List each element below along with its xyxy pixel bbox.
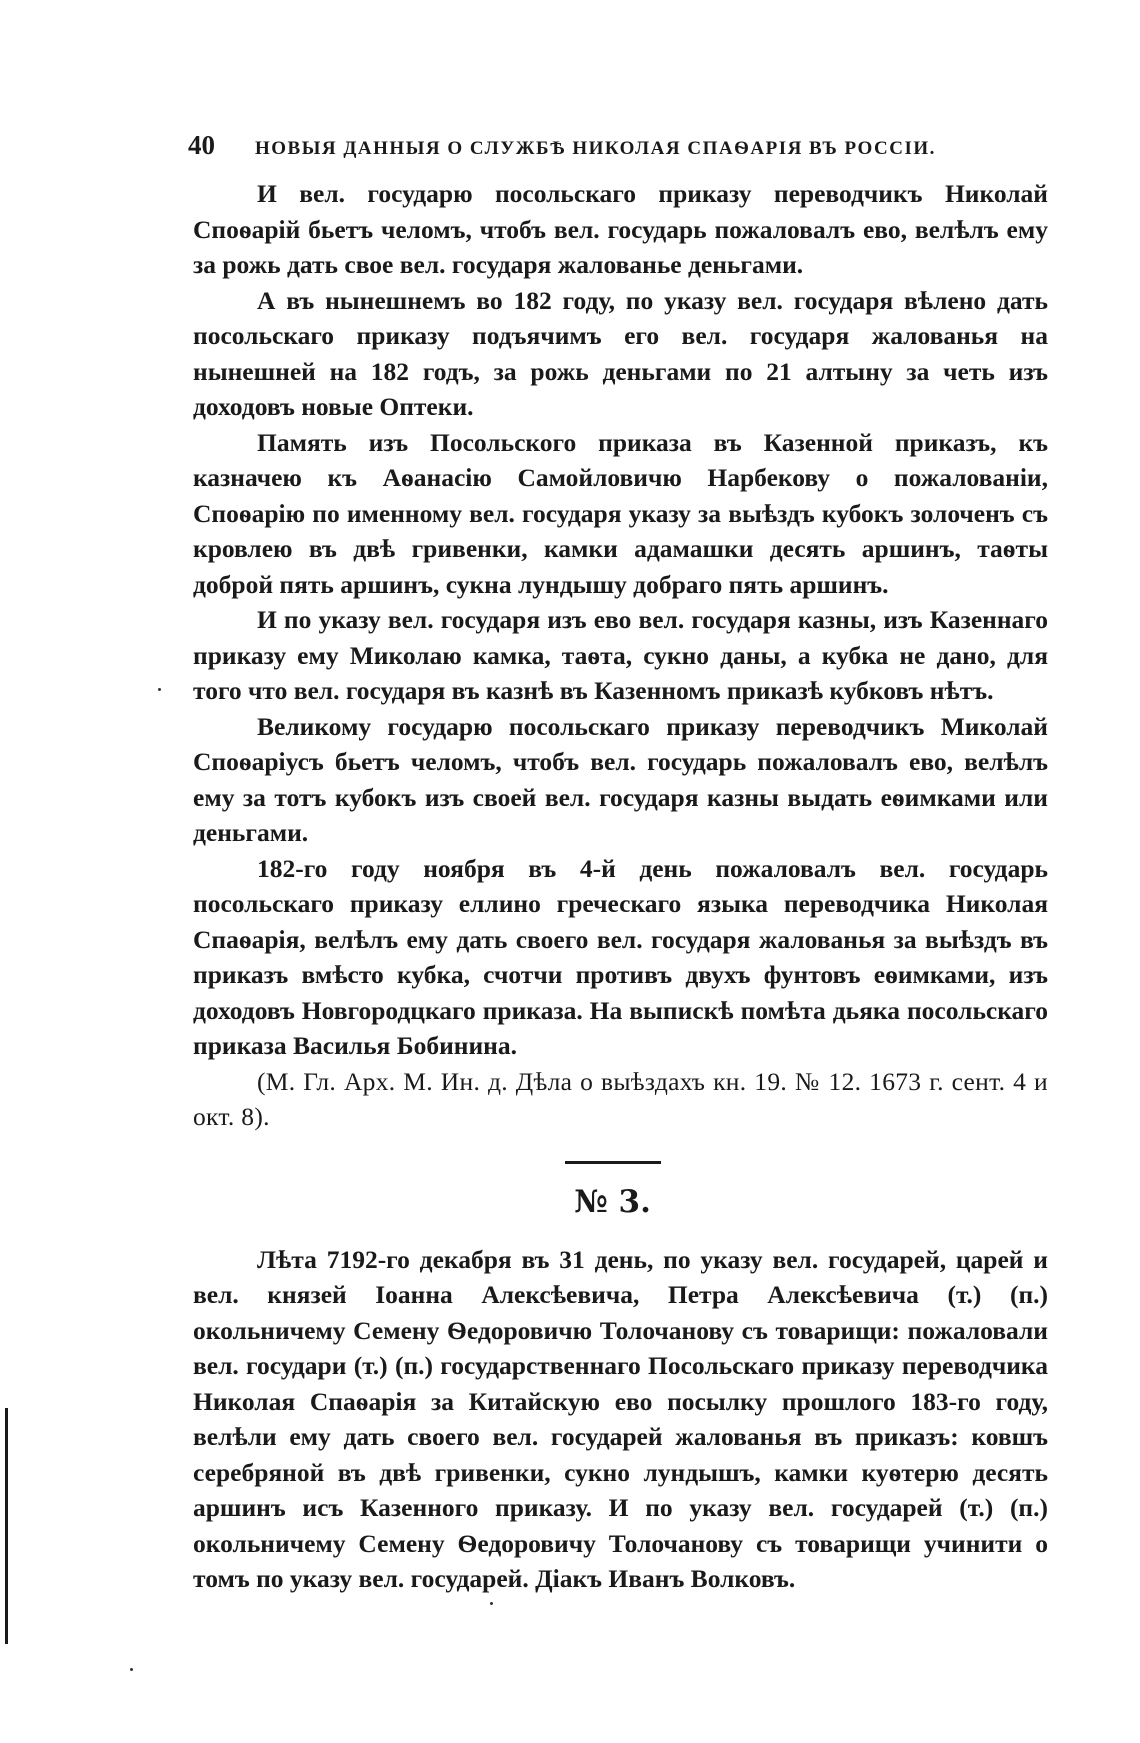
paragraph: А въ нынешнемъ во 182 году, по указу вел. государя вѣлено дать посольскаго приказу подъячимъ его вел. государя жалованья на нынешней на 182 годъ, за рожь деньгами по 21 алтыну за четь изъ доходовъ новые Оптеки. [193,285,1048,421]
body-text [193,176,1048,1597]
archive-citation: (М. Гл. Арх. М. Ин. д. Дѣла о выѣздахъ кн. 19. № 12. 1673 г. сент. 4 и окт. 8). [193,1066,1048,1131]
paragraph: И вел. государю посольскаго приказу переводчикъ Николай Споѳарій бьетъ челомъ, чтобъ вел. государь пожаловалъ ево, велѣлъ ему за рожь дать свое вел. государя жалованье деньгами. [193,179,1048,279]
page-header [188,130,978,161]
paragraph: Память изъ Посольского приказа въ Казенной приказъ, къ казначею къ Аѳанасію Самойловичю Нарбекову о пожалованіи, Споѳарію по именному вел. государя указу за выѣздъ кубокъ золоченъ съ кровлею въ двѣ гривенки, камки адамашки десять аршинъ, таѳты доброй пять аршинъ, сукна лундышу добраго пять аршинъ. [193,427,1048,599]
section-divider [565,1161,661,1164]
scan-speck [490,1602,493,1605]
paragraph: И по указу вел. государя изъ ево вел. государя казны, изъ Казеннаго приказу ему Миколаю камка, таѳта, сукно даны, а кубка не дано, для того что вел. государя въ казнѣ въ Казенномъ приказѣ кубковъ нѣтъ. [193,605,1048,705]
paragraph: 182-го году ноября въ 4-й день пожаловалъ вел. государь посольскаго приказу еллино греческаго языка переводчика Николая Спаѳарія, велѣлъ ему дать своего вел. государя жалованья за выѣздъ въ приказъ вмѣсто кубка, счотчи противъ двухъ фунтовъ еѳимками, изъ доходовъ Новгородцкаго приказа. На выпискѣ помѣта дьяка посольскаго приказа Василья Бобинина. [193,853,1048,1060]
page-number: 40 [188,130,215,160]
running-head: НОВЫЯ ДАННЫЯ О СЛУЖБѢ НИКОЛАЯ СПАѲАРІЯ ВЪ РОССІИ. [255,138,936,159]
scan-speck [158,688,161,691]
scan-speck [130,1668,133,1671]
paragraph: Лѣта 7192-го декабря въ 31 день, по указу вел. государей, царей и вел. князей Іоанна Алексѣевича, Петра Алексѣевича (т.) (п.) окольничему Семену Ѳедоровичю Толочанову съ товарищи: пожаловали вел. государи (т.) (п.) государственнаго Посольскаго приказу переводчика Николая Спаѳарія за Китайскую ево посылку прошлого 183-го году, велѣли ему дать своего вел. государей жалованья въ приказъ: ковшъ серебряной въ двѣ гривенки, сукно лундышъ, камки куѳтерю десять аршинъ исъ Казенного приказу. И по указу вел. государей (т.) (п.) окольничему Семену Ѳедоровичу Толочанову съ товарищи учинити о томъ по указу вел. государей. Діакъ Иванъ Волковъ. [193,1244,1048,1593]
document-number-heading: № 3. [574,1183,651,1220]
scan-margin-line [5,1408,8,1644]
paragraph: Великому государю посольскаго приказу переводчикъ Миколай Споѳаріусъ бьетъ челомъ, чтобъ вел. государь пожаловалъ ево, велѣлъ ему за тотъ кубокъ изъ своей вел. государя казны выдать еѳимками или деньгами. [193,711,1048,847]
